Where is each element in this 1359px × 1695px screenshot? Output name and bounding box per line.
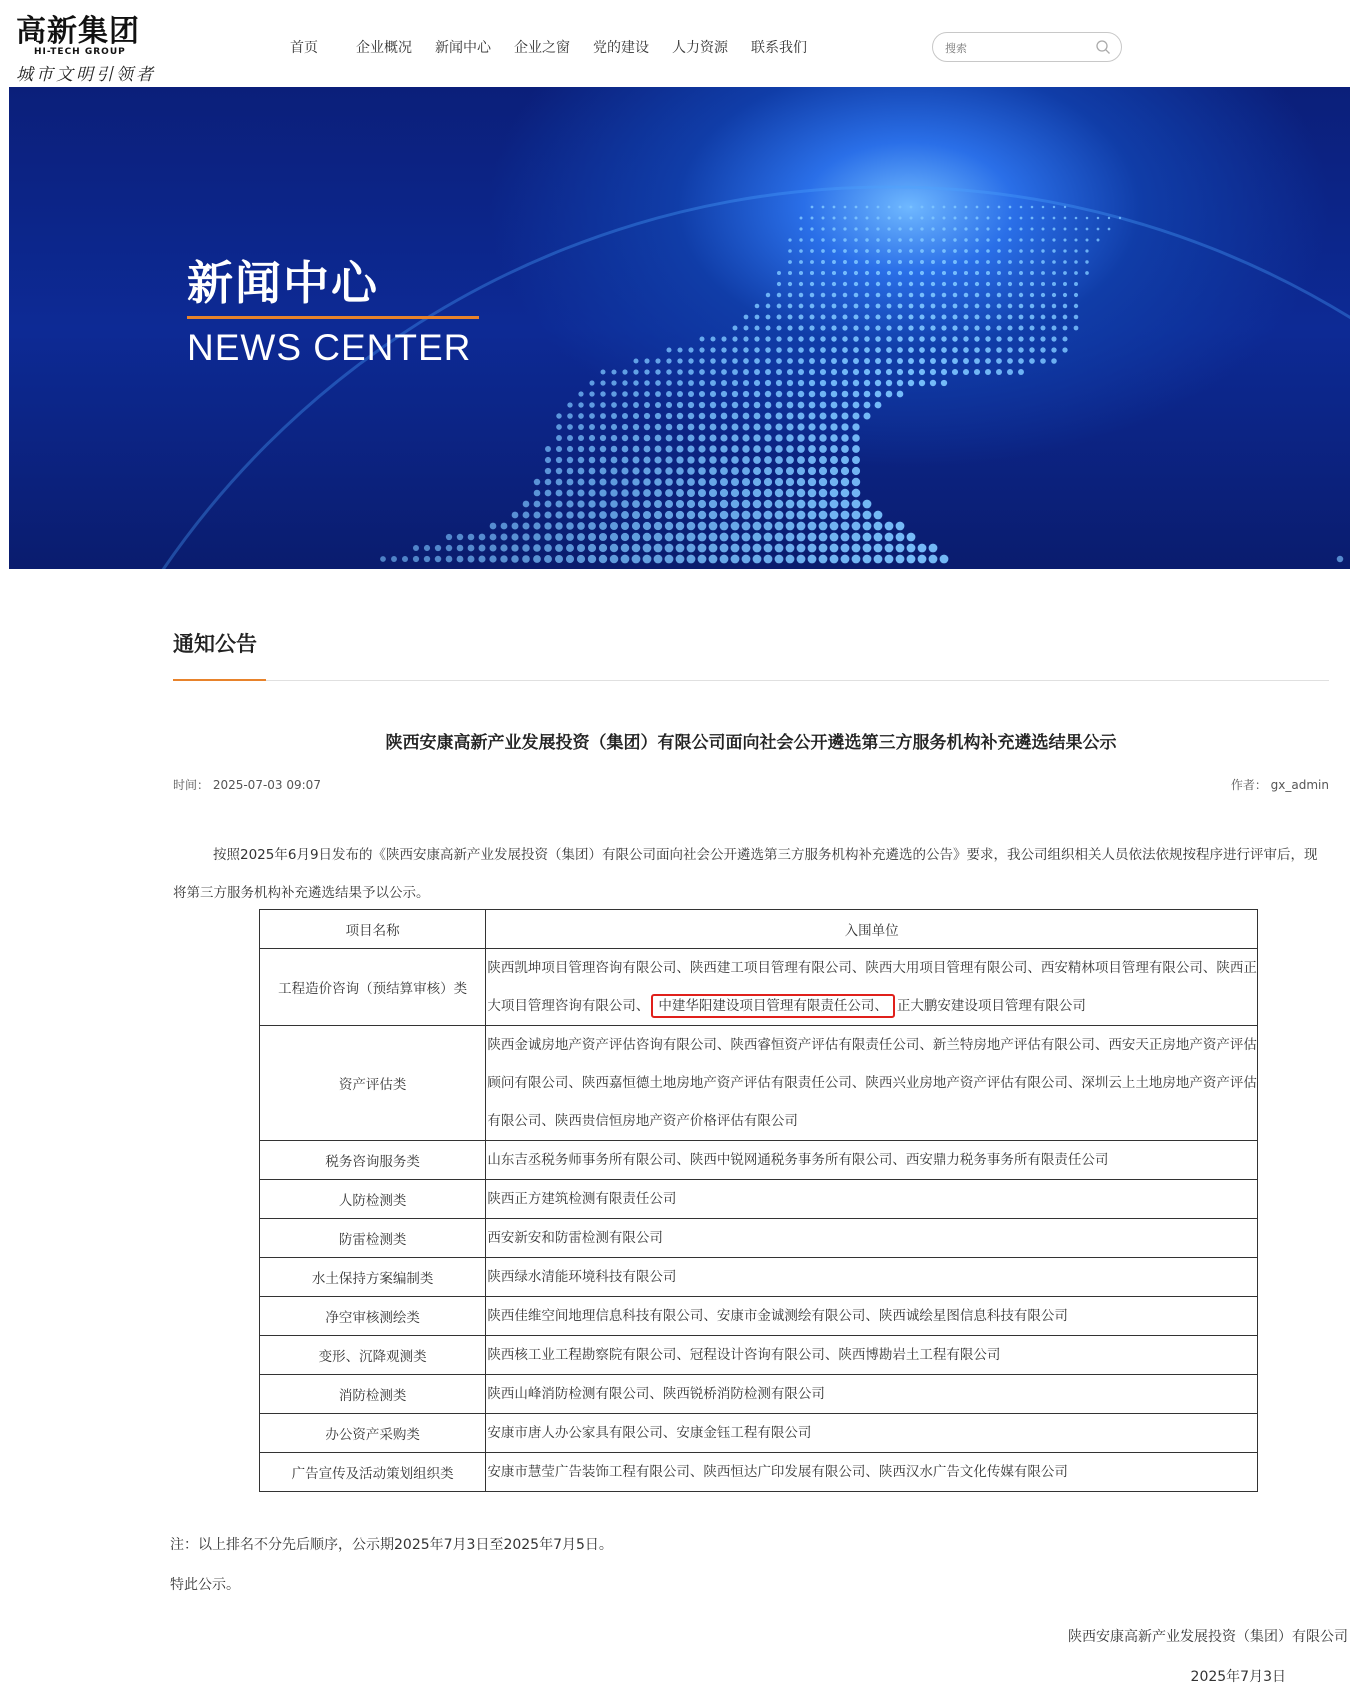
nav-item-home[interactable]: 首页 (290, 40, 318, 56)
table-cell-units: 陕西核工业工程勘察院有限公司、冠程设计咨询有限公司、陕西博勘岩土工程有限公司 (486, 1336, 1258, 1375)
table-row (260, 1026, 1258, 1141)
main-nav (290, 36, 830, 60)
nav-item-news[interactable]: 新闻中心 (435, 40, 491, 56)
table-cell-category: 工程造价咨询（预结算审核）类 (260, 949, 486, 1026)
units-text: 正大鹏安建设项目管理有限公司 (896, 998, 1086, 1014)
table-cell-units: 陕西佳维空间地理信息科技有限公司、安康市金诚测绘有限公司、陕西诚绘星图信息科技有限公司 (486, 1297, 1258, 1336)
table-cell-category: 税务咨询服务类 (260, 1141, 486, 1180)
table-cell-category: 办公资产采购类 (260, 1414, 486, 1453)
article-closing: 特此公示。 (170, 1577, 240, 1593)
nav-item-contact[interactable]: 联系我们 (751, 40, 807, 56)
table-cell-units: 陕西绿水清能环境科技有限公司 (486, 1258, 1258, 1297)
table-row (260, 1453, 1258, 1492)
search-input[interactable] (943, 38, 1097, 58)
article-note: 注：以上排名不分先后顺序，公示期2025年7月3日至2025年7月5日。 (170, 1537, 613, 1553)
news-banner (9, 87, 1350, 569)
table-cell-category: 变形、沉降观测类 (260, 1336, 486, 1375)
table-cell-units: 西安新安和防雷检测有限公司 (486, 1219, 1258, 1258)
table-cell-category: 人防检测类 (260, 1180, 486, 1219)
article-time: 时间： 2025-07-03 09:07 (173, 778, 321, 792)
section-divider (173, 680, 1329, 681)
nav-item-party[interactable]: 党的建设 (593, 40, 649, 56)
result-table (259, 909, 1258, 1492)
table-cell-category: 水土保持方案编制类 (260, 1258, 486, 1297)
nav-item-hr[interactable]: 人力资源 (672, 40, 728, 56)
table-cell-category: 净空审核测绘类 (260, 1297, 486, 1336)
highlighted-unit: 中建华阳建设项目管理有限责任公司、 (651, 994, 895, 1018)
table-row (260, 949, 1258, 1026)
nav-item-about[interactable]: 企业概况 (356, 40, 412, 56)
section-accent-line (173, 679, 266, 681)
table-cell-category: 防雷检测类 (260, 1219, 486, 1258)
table-row (260, 1219, 1258, 1258)
table-cell-units: 山东吉丞税务师事务所有限公司、陕西中锐网通税务事务所有限公司、西安鼎力税务事务所有限责任公司 (486, 1141, 1258, 1180)
table-row (260, 1336, 1258, 1375)
search-box (932, 32, 1122, 62)
signature-date: 2025年7月3日 (1190, 1669, 1286, 1685)
site-logo[interactable] (16, 14, 156, 85)
banner-title-en: NEWS CENTER (187, 327, 472, 368)
article-intro: 按照2025年6月9日发布的《陕西安康高新产业发展投资（集团）有限公司面向社会公开遴选第三方服务机构补充遴选的公告》要求，我公司组织相关人员依法依规按程序进行评审后，现将第三方服务机构补充遴选结果予以公示。 (173, 847, 1318, 901)
table-cell-units: 陕西正方建筑检测有限责任公司 (486, 1180, 1258, 1219)
table-row (260, 1258, 1258, 1297)
banner-title-underline (187, 316, 479, 319)
search-icon[interactable] (1095, 39, 1111, 55)
banner-title-cn: 新闻中心 (187, 256, 379, 310)
logo-slogan: 城市文明引领者 (16, 65, 156, 85)
table-cell-category: 广告宣传及活动策划组织类 (260, 1453, 486, 1492)
units-text: 陕西凯坤项目管理咨询有限公司、陕西建工项目管理有限公司、陕西大用项目管理有限公司、西安精林项目管理有限公司、陕西正大项目管理咨询有限公司、 (487, 960, 1257, 1014)
table-cell-units: 陕西金诚房地产资产评估咨询有限公司、陕西睿恒资产评估有限责任公司、新兰特房地产评估有限公司、西安天正房地产资产评估顾问有限公司、陕西嘉恒德土地房地产资产评估有限责任公司、陕西兴业房地产资产评估有限公司、深圳云上土地房地产资产评估有限公司、陕西贵信恒房地产资产价格评估有限公司 (486, 1026, 1258, 1141)
nav-item-window[interactable]: 企业之窗 (514, 40, 570, 56)
table-row (260, 1180, 1258, 1219)
table-header-units: 入围单位 (486, 910, 1258, 949)
logo-en-text: HI-TECH GROUP (34, 47, 126, 57)
table-header-row (260, 910, 1258, 949)
table-row (260, 1141, 1258, 1180)
table-row (260, 1297, 1258, 1336)
table-cell-units (486, 949, 1258, 1026)
table-cell-units: 陕西山峰消防检测有限公司、陕西锐桥消防检测有限公司 (486, 1375, 1258, 1414)
table-cell-units: 安康市慧莹广告装饰工程有限公司、陕西恒达广印发展有限公司、陕西汉水广告文化传媒有限公司 (486, 1453, 1258, 1492)
table-row (260, 1375, 1258, 1414)
table-cell-units: 安康市唐人办公家具有限公司、安康金钰工程有限公司 (486, 1414, 1258, 1453)
article-title: 陕西安康高新产业发展投资（集团）有限公司面向社会公开遴选第三方服务机构补充遴选结果公示 (385, 733, 1117, 753)
signature-company: 陕西安康高新产业发展投资（集团）有限公司 (1068, 1629, 1348, 1645)
table-header-category: 项目名称 (260, 910, 486, 949)
site-header (0, 0, 1359, 87)
table-cell-category: 资产评估类 (260, 1026, 486, 1141)
section-title: 通知公告 (173, 632, 257, 656)
table-cell-category: 消防检测类 (260, 1375, 486, 1414)
table-row (260, 1414, 1258, 1453)
article-author: 作者： gx_admin (1230, 778, 1329, 792)
logo-main-text: 高新集团 (16, 14, 140, 49)
